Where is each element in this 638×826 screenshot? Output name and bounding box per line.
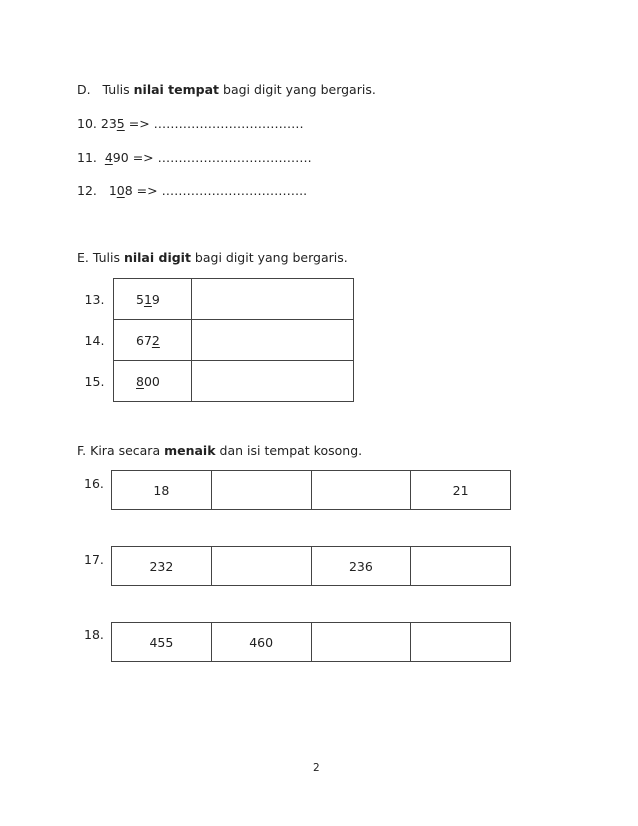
place-value-table [76, 278, 354, 402]
answer-blank[interactable]: ………………………………. [157, 150, 312, 165]
arrow: => [132, 150, 154, 165]
sequence-cell[interactable]: 236 [311, 547, 411, 585]
question-11 [77, 150, 312, 165]
section-d-bold: nilai tempat [133, 82, 220, 97]
section-d-prefix: D. [77, 82, 91, 97]
sequence-cell[interactable]: 21 [410, 471, 510, 509]
arrow: => [136, 183, 158, 198]
section-f-bold: menaik [164, 443, 216, 458]
row-number: 14. [84, 332, 105, 348]
answer-blank[interactable]: …………………………….. [161, 183, 308, 198]
question-digits: 490 [104, 150, 129, 165]
section-d-text-1: Tulis [102, 82, 130, 97]
row-number: 13. [84, 291, 105, 307]
question-digits: 108 [108, 183, 133, 198]
number-cell: 800 [114, 361, 192, 402]
sequence-cell[interactable]: 232 [149, 558, 174, 574]
sequence-row-18 [111, 622, 511, 662]
section-f-text-2: dan isi tempat kosong. [219, 443, 363, 458]
question-number: 12. [77, 183, 97, 198]
sequence-row-17 [111, 546, 511, 586]
number-cell: 519 [114, 279, 192, 320]
question-number: 11. [77, 150, 97, 165]
row-number: 16. [84, 476, 104, 491]
sequence-cell[interactable] [311, 471, 411, 509]
underlined-digit: 8 [136, 373, 144, 389]
section-d-heading [77, 82, 376, 97]
page-number: 2 [313, 762, 320, 774]
question-10 [77, 116, 304, 131]
answer-cell[interactable] [192, 361, 354, 402]
section-f-heading [77, 443, 362, 458]
question-digits: 235 [100, 116, 125, 131]
sequence-cell[interactable] [410, 547, 510, 585]
sequence-cell[interactable]: 460 [211, 623, 311, 661]
sequence-cell[interactable]: 455 [149, 634, 174, 650]
underlined-digit: 1 [143, 291, 152, 307]
table-row [76, 279, 354, 320]
sequence-row-16 [111, 470, 511, 510]
sequence-cell[interactable] [211, 471, 311, 509]
arrow: => [128, 116, 150, 131]
answer-cell[interactable] [192, 320, 354, 361]
sequence-cell[interactable]: 18 [153, 482, 170, 498]
question-number: 10. [77, 116, 97, 131]
sequence-cell[interactable] [410, 623, 510, 661]
row-number: 17. [84, 552, 104, 567]
underlined-digit: 5 [116, 116, 125, 131]
section-e-heading [77, 250, 348, 265]
sequence-cell[interactable] [311, 623, 411, 661]
section-f-prefix: F. Kira secara [77, 443, 161, 458]
section-e-prefix: E. Tulis [77, 250, 120, 265]
row-number: 15. [84, 373, 105, 389]
question-12 [77, 183, 307, 198]
underlined-digit: 4 [104, 150, 113, 165]
answer-blank[interactable]: ……………………………… [153, 116, 304, 131]
underlined-digit: 2 [151, 332, 160, 348]
underlined-digit: 0 [116, 183, 125, 198]
number-cell: 672 [114, 320, 192, 361]
table-row [76, 320, 354, 361]
sequence-cell[interactable] [211, 547, 311, 585]
row-number: 18. [84, 627, 104, 642]
section-d-text-2: bagi digit yang bergaris. [223, 82, 376, 97]
section-e-bold: nilai digit [123, 250, 191, 265]
table-row [76, 361, 354, 402]
section-e-text-2: bagi digit yang bergaris. [194, 250, 348, 265]
answer-cell[interactable] [192, 279, 354, 320]
